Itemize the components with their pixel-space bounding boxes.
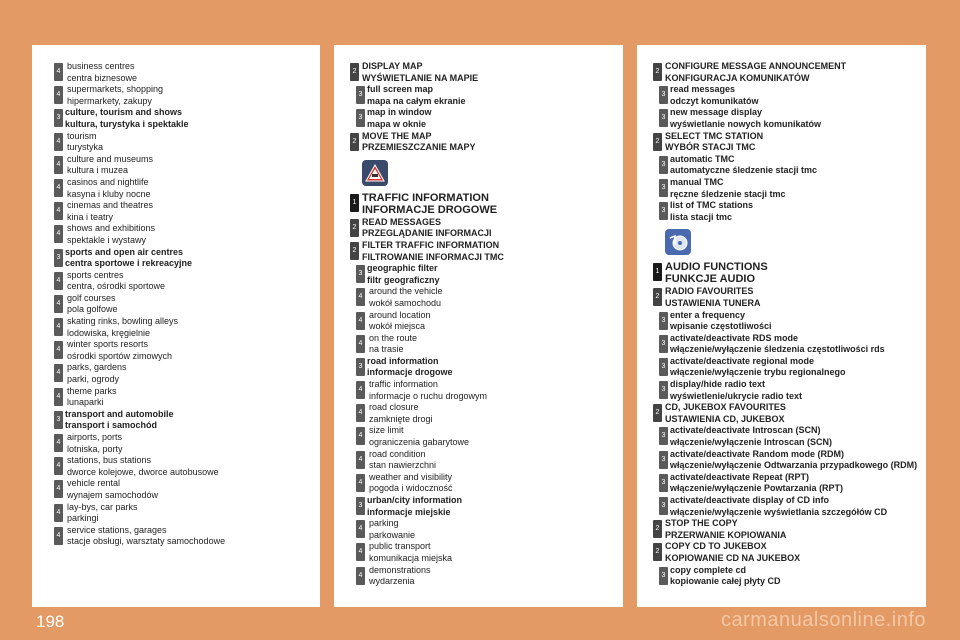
- watermark: carmanualsonline.info: [720, 609, 926, 631]
- entry-label-en: vehicle rental: [67, 478, 121, 489]
- level-badge: 2: [653, 404, 662, 422]
- level-badge: 4: [356, 543, 365, 561]
- level-badge: 2: [653, 133, 662, 151]
- level-badge: 4: [356, 404, 365, 422]
- menu-entry: [334, 472, 623, 495]
- entry-label-pl: lodowiska, kręgielnie: [67, 327, 151, 338]
- entry-label-en: sports centres: [67, 269, 124, 280]
- entry-label-en: copy complete cd: [670, 564, 747, 575]
- level-badge: 4: [54, 457, 63, 475]
- entry-label-en: service stations, garages: [67, 524, 167, 535]
- entry-label-pl: na trasie: [369, 344, 404, 355]
- level-badge: 4: [54, 388, 63, 406]
- menu-entry: [637, 402, 926, 425]
- entry-label-pl: informacje drogowe: [367, 367, 453, 378]
- entry-label-pl: KONFIGURACJA KOMUNIKATÓW: [665, 72, 810, 83]
- menu-entry: [32, 107, 320, 130]
- menu-entry: [334, 240, 623, 263]
- level-badge: 3: [659, 156, 668, 174]
- menu-entry: [32, 154, 320, 177]
- level-badge: 4: [54, 202, 63, 220]
- entry-label-pl: centra sportowe i rekreacyjne: [65, 258, 193, 269]
- entry-label-pl: USTAWIENIA CD, JUKEBOX: [665, 413, 785, 424]
- entry-label-pl: kasyna i kluby nocne: [67, 188, 151, 199]
- entry-label-en: manual TMC: [670, 176, 724, 187]
- menu-entry: [334, 131, 623, 154]
- menu-entry: [32, 362, 320, 385]
- entry-label-pl: automatyczne śledzenie stacji tmc: [670, 165, 818, 176]
- entry-label-pl: zamknięte drogi: [369, 413, 433, 424]
- entry-label-en: transport and automobile: [65, 408, 174, 419]
- menu-entry: [32, 270, 320, 293]
- entry-label-pl: PRZERWANIE KOPIOWANIA: [665, 529, 787, 540]
- level-badge: 4: [356, 451, 365, 469]
- entry-label-en: parks, gardens: [67, 362, 127, 373]
- entry-label-en: TRAFFIC INFORMATION: [362, 191, 489, 204]
- level-badge: 3: [659, 109, 668, 127]
- level-badge: 4: [54, 63, 63, 81]
- entry-label-pl: mapa na całym ekranie: [367, 95, 466, 106]
- level-badge: 4: [54, 527, 63, 545]
- entry-label-pl: włączenie/wyłączenie Powtarzania (RPT): [670, 483, 844, 494]
- entry-label-pl: stacje obsługi, warsztaty samochodowe: [67, 536, 226, 547]
- entry-label-en: activate/deactivate Random mode (RDM): [670, 448, 845, 459]
- entry-label-pl: parkowanie: [369, 529, 416, 540]
- entry-label-pl: centra biznesowe: [67, 72, 138, 83]
- menu-entry: [334, 356, 623, 379]
- entry-label-en: road information: [367, 355, 439, 366]
- menu-entry: [32, 339, 320, 362]
- entry-label-pl: lista stacji tmc: [670, 211, 733, 222]
- menu-entry: [637, 61, 926, 84]
- entry-label-en: casinos and nightlife: [67, 176, 149, 187]
- menu-entry: [637, 379, 926, 402]
- entry-label-pl: kultura i muzea: [67, 165, 129, 176]
- entry-label-en: MOVE THE MAP: [362, 130, 432, 141]
- level-badge: 4: [356, 427, 365, 445]
- entry-label-en: activate/deactivate display of CD info: [670, 495, 830, 505]
- menu-entry: [334, 61, 623, 84]
- entry-label-pl: FUNKCJE AUDIO: [665, 273, 756, 286]
- menu-entry: [32, 478, 320, 501]
- entry-label-pl: FILTROWANIE INFORMACJI TMC: [362, 251, 504, 262]
- entry-label-en: AUDIO FUNCTIONS: [665, 261, 768, 274]
- entry-label-en: supermarkets, shopping: [67, 84, 164, 95]
- level-badge: 3: [659, 427, 668, 445]
- entry-label-en: weather and visibility: [369, 471, 453, 482]
- entry-label-pl: parki, ogrody: [67, 374, 120, 385]
- entry-label-en: read messages: [670, 84, 736, 95]
- level-badge: 4: [54, 480, 63, 498]
- menu-entry: [637, 541, 926, 564]
- menu-entry: [32, 61, 320, 84]
- entry-label-en: enter a frequency: [670, 309, 746, 320]
- level-badge: 4: [356, 335, 365, 353]
- level-badge: 4: [54, 133, 63, 151]
- level-badge: 4: [356, 520, 365, 538]
- entry-label-en: around location: [369, 309, 431, 320]
- menu-entry: [32, 84, 320, 107]
- level-badge: 3: [356, 109, 365, 127]
- entry-label-pl: informacje o ruchu drogowym: [369, 390, 488, 401]
- level-badge: 4: [54, 504, 63, 522]
- level-badge: 3: [356, 265, 365, 283]
- menu-entry: [637, 310, 926, 333]
- level-badge: 4: [54, 179, 63, 197]
- entry-label-pl: parkingi: [67, 513, 99, 524]
- entry-label-pl: wpisanie częstotliwości: [670, 321, 772, 332]
- entry-label-en: shows and exhibitions: [67, 223, 156, 234]
- entry-label-pl: włączenie/wyłączenie Introscan (SCN): [670, 437, 833, 448]
- entry-label-en: list of TMC stations: [670, 200, 753, 211]
- level-badge: 2: [350, 219, 359, 237]
- entry-label-en: road condition: [369, 448, 426, 459]
- entry-label-en: demonstrations: [369, 564, 431, 575]
- entry-label-en: CD, JUKEBOX FAVOURITES: [665, 402, 786, 413]
- entry-label-pl: filtr geograficzny: [367, 274, 440, 285]
- menu-entry: [32, 177, 320, 200]
- menu-entry: [32, 409, 320, 432]
- menu-entry: [334, 263, 623, 286]
- column-2: [334, 45, 623, 607]
- menu-entry: [637, 131, 926, 154]
- menu-entry: [637, 495, 926, 518]
- menu-entry: [637, 154, 926, 177]
- entry-label-en: display/hide radio text: [670, 379, 766, 390]
- entry-label-pl: hipermarkety, zakupy: [67, 95, 152, 106]
- level-badge: 3: [659, 335, 668, 353]
- entries-list: [334, 61, 623, 588]
- entry-label-pl: informacje miejskie: [367, 506, 451, 517]
- level-badge: 4: [356, 567, 365, 585]
- entry-label-pl: ręczne śledzenie stacji tmc: [670, 188, 786, 199]
- entry-label-en: skating rinks, bowling alleys: [67, 316, 179, 327]
- menu-entry: [637, 200, 926, 223]
- entry-label-en: size limit: [369, 425, 404, 436]
- level-badge: 3: [659, 497, 668, 515]
- entry-label-pl: wynajem samochodów: [67, 489, 159, 500]
- page-number: 198: [36, 612, 65, 631]
- menu-entry: [334, 541, 623, 564]
- level-badge: 3: [356, 86, 365, 104]
- level-badge: 4: [54, 434, 63, 452]
- entry-label-pl: lotniska, porty: [67, 443, 123, 454]
- entry-label-en: activate/deactivate Repeat (RPT): [670, 471, 810, 482]
- menu-entry: [32, 131, 320, 154]
- level-badge: 2: [653, 543, 662, 561]
- menu-entry: [334, 286, 623, 309]
- menu-entry: [637, 449, 926, 472]
- entry-label-en: SELECT TMC STATION: [665, 130, 764, 141]
- level-badge: 2: [653, 63, 662, 81]
- entry-label-en: sports and open air centres: [65, 246, 184, 257]
- entries-top: [334, 61, 623, 154]
- menu-entry: [334, 425, 623, 448]
- entry-label-en: automatic TMC: [670, 153, 735, 164]
- menu-entry: [32, 432, 320, 455]
- entry-label-pl: ośrodki sportów zimowych: [67, 350, 173, 361]
- menu-entry: [637, 286, 926, 309]
- menu-entry: [334, 449, 623, 472]
- level-badge: 3: [659, 567, 668, 585]
- column-1: [32, 45, 320, 607]
- entry-label-pl: turystyka: [67, 142, 104, 153]
- entry-label-pl: ograniczenia gabarytowe: [369, 437, 470, 448]
- level-badge: 1: [653, 263, 662, 281]
- menu-entry: [334, 310, 623, 333]
- menu-entry: [637, 565, 926, 588]
- menu-entry: [334, 379, 623, 402]
- level-badge: 1: [350, 194, 359, 212]
- entry-label-pl: wokół miejsca: [369, 321, 426, 332]
- entry-label-en: DISPLAY MAP: [362, 61, 423, 71]
- entry-label-en: road closure: [369, 402, 419, 413]
- entry-label-pl: transport i samochód: [65, 420, 158, 431]
- level-badge: 4: [54, 318, 63, 336]
- entry-label-en: culture, tourism and shows: [65, 107, 183, 118]
- entry-label-en: parking: [369, 518, 399, 529]
- entry-label-en: STOP THE COPY: [665, 518, 738, 529]
- column-3: [637, 45, 926, 607]
- menu-entry: [32, 200, 320, 223]
- menu-entry: [334, 107, 623, 130]
- level-badge: 2: [350, 242, 359, 260]
- entry-label-pl: komunikacja miejska: [369, 552, 453, 563]
- level-badge: 3: [356, 358, 365, 376]
- menu-entry: [32, 293, 320, 316]
- entry-label-en: activate/deactivate Introscan (SCN): [670, 425, 821, 436]
- entry-label-en: CONFIGURE MESSAGE ANNOUNCEMENT: [665, 61, 847, 71]
- entry-label-en: full screen map: [367, 84, 434, 95]
- entry-label-pl: WYŚWIETLANIE NA MAPIE: [362, 72, 479, 83]
- level-badge: 4: [54, 341, 63, 359]
- entry-label-pl: kopiowanie całej płyty CD: [670, 576, 781, 587]
- entry-label-pl: pola golfowe: [67, 304, 118, 315]
- level-badge: 4: [54, 86, 63, 104]
- entry-label-en: map in window: [367, 107, 432, 118]
- entry-label-en: activate/deactivate regional mode: [670, 355, 815, 366]
- level-badge: 4: [356, 312, 365, 330]
- entry-label-en: RADIO FAVOURITES: [665, 286, 754, 297]
- menu-entry: [32, 223, 320, 246]
- menu-entry: [637, 425, 926, 448]
- menu-entry: [32, 455, 320, 478]
- level-badge: 3: [659, 474, 668, 492]
- menu-entry: [334, 84, 623, 107]
- entry-label-pl: włączenie/wyłączenie Odtwarzania przypadkowego (RDM): [670, 460, 918, 471]
- entry-label-en: winter sports resorts: [67, 339, 149, 350]
- entry-label-pl: WYBÓR STACJI TMC: [665, 142, 756, 153]
- menu-entry: [637, 333, 926, 356]
- entries-bottom: [334, 190, 623, 588]
- entry-label-pl: włączenie/wyłączenie śledzenia częstotliwości rds: [670, 344, 885, 355]
- entry-label-en: traffic information: [369, 379, 438, 390]
- entry-label-pl: kina i teatry: [67, 211, 114, 222]
- entry-label-en: tourism: [67, 130, 97, 141]
- level-badge: 4: [356, 381, 365, 399]
- entry-label-pl: lunaparki: [67, 397, 104, 408]
- entry-label-pl: włączenie/wyłączenie wyświetlania szczegółów CD: [670, 506, 888, 517]
- level-badge: 3: [54, 249, 63, 267]
- menu-entry: [637, 84, 926, 107]
- traffic-warning-icon: [362, 160, 388, 186]
- level-badge: 2: [653, 520, 662, 538]
- entry-label-pl: PRZEMIESZCZANIE MAPY: [362, 142, 476, 153]
- entry-label-pl: wyświetlanie nowych komunikatów: [670, 118, 822, 129]
- entry-label-pl: włączenie/wyłączenie trybu regionalnego: [670, 367, 846, 378]
- entries-list: [637, 61, 926, 588]
- entry-label-en: golf courses: [67, 292, 116, 303]
- level-badge: 4: [54, 295, 63, 313]
- entry-label-en: cinemas and theatres: [67, 200, 154, 211]
- level-badge: 3: [659, 381, 668, 399]
- entry-label-pl: INFORMACJE DROGOWE: [362, 203, 498, 216]
- entry-label-pl: wokół samochodu: [369, 297, 442, 308]
- menu-entry: [32, 525, 320, 548]
- level-badge: 3: [54, 411, 63, 429]
- menu-entry: [334, 333, 623, 356]
- level-badge: 3: [659, 312, 668, 330]
- entry-label-pl: odczyt komunikatów: [670, 95, 759, 106]
- entry-label-pl: pogoda i widoczność: [369, 483, 453, 494]
- level-badge: 3: [659, 202, 668, 220]
- entry-label-en: urban/city information: [367, 495, 463, 505]
- menu-entry: [334, 402, 623, 425]
- menu-entry: [637, 177, 926, 200]
- entry-label-pl: PRZEGLĄDANIE INFORMACJI: [362, 228, 492, 239]
- entry-label-en: culture and museums: [67, 153, 154, 164]
- level-badge: 2: [350, 133, 359, 151]
- entries-bottom: [637, 259, 926, 587]
- entry-label-pl: dworce kolejowe, dworce autobusowe: [67, 466, 219, 477]
- menu-entry: [637, 472, 926, 495]
- entry-label-en: theme parks: [67, 385, 117, 396]
- level-badge: 4: [356, 474, 365, 492]
- entry-label-en: READ MESSAGES: [362, 216, 442, 227]
- level-badge: 3: [356, 497, 365, 515]
- entry-label-en: new message display: [670, 107, 763, 118]
- level-badge: 3: [659, 358, 668, 376]
- entry-label-en: geographic filter: [367, 263, 438, 274]
- menu-entry: [334, 565, 623, 588]
- menu-entry: [32, 247, 320, 270]
- entries-list: [32, 61, 320, 548]
- menu-entry: [32, 316, 320, 339]
- menu-entry: [32, 502, 320, 525]
- entry-label-en: public transport: [369, 541, 431, 552]
- menu-entry: [637, 107, 926, 130]
- entry-label-en: stations, bus stations: [67, 455, 152, 466]
- entry-label-pl: stan nawierzchni: [369, 460, 437, 471]
- entry-label-pl: wydarzenia: [369, 576, 415, 587]
- entry-label-pl: spektakle i wystawy: [67, 234, 147, 245]
- entry-label-en: activate/deactivate RDS mode: [670, 332, 799, 343]
- menu-entry: [637, 518, 926, 541]
- level-badge: 3: [659, 451, 668, 469]
- entry-label-pl: centra, ośrodki sportowe: [67, 281, 166, 292]
- entry-label-en: business centres: [67, 61, 135, 71]
- audio-cd-icon: [665, 229, 691, 255]
- entry-label-pl: kultura, turystyka i spektakle: [65, 118, 189, 129]
- entry-label-en: lay-bys, car parks: [67, 501, 138, 512]
- level-badge: 4: [54, 272, 63, 290]
- menu-entry: [334, 217, 623, 240]
- entry-label-en: FILTER TRAFFIC INFORMATION: [362, 239, 500, 250]
- level-badge: 2: [653, 288, 662, 306]
- menu-entry: [334, 518, 623, 541]
- entries-top: [637, 61, 926, 223]
- level-badge: 4: [54, 364, 63, 382]
- menu-entry: [334, 190, 623, 217]
- entry-label-pl: USTAWIENIA TUNERA: [665, 297, 761, 308]
- entry-label-pl: KOPIOWANIE CD NA JUKEBOX: [665, 552, 801, 563]
- level-badge: 3: [659, 179, 668, 197]
- menu-entry: [32, 386, 320, 409]
- entry-label-en: COPY CD TO JUKEBOX: [665, 541, 767, 552]
- level-badge: 4: [356, 288, 365, 306]
- menu-entry: [334, 495, 623, 518]
- entry-label-pl: mapa w oknie: [367, 118, 427, 129]
- entry-label-en: on the route: [369, 332, 418, 343]
- level-badge: 2: [350, 63, 359, 81]
- entry-label-pl: wyświetlenie/ukrycie radio text: [670, 390, 803, 401]
- level-badge: 4: [54, 156, 63, 174]
- menu-entry: [637, 356, 926, 379]
- level-badge: 3: [659, 86, 668, 104]
- level-badge: 4: [54, 225, 63, 243]
- entry-label-en: around the vehicle: [369, 286, 443, 297]
- level-badge: 3: [54, 109, 63, 127]
- entry-label-en: airports, ports: [67, 432, 123, 442]
- menu-entry: [637, 259, 926, 286]
